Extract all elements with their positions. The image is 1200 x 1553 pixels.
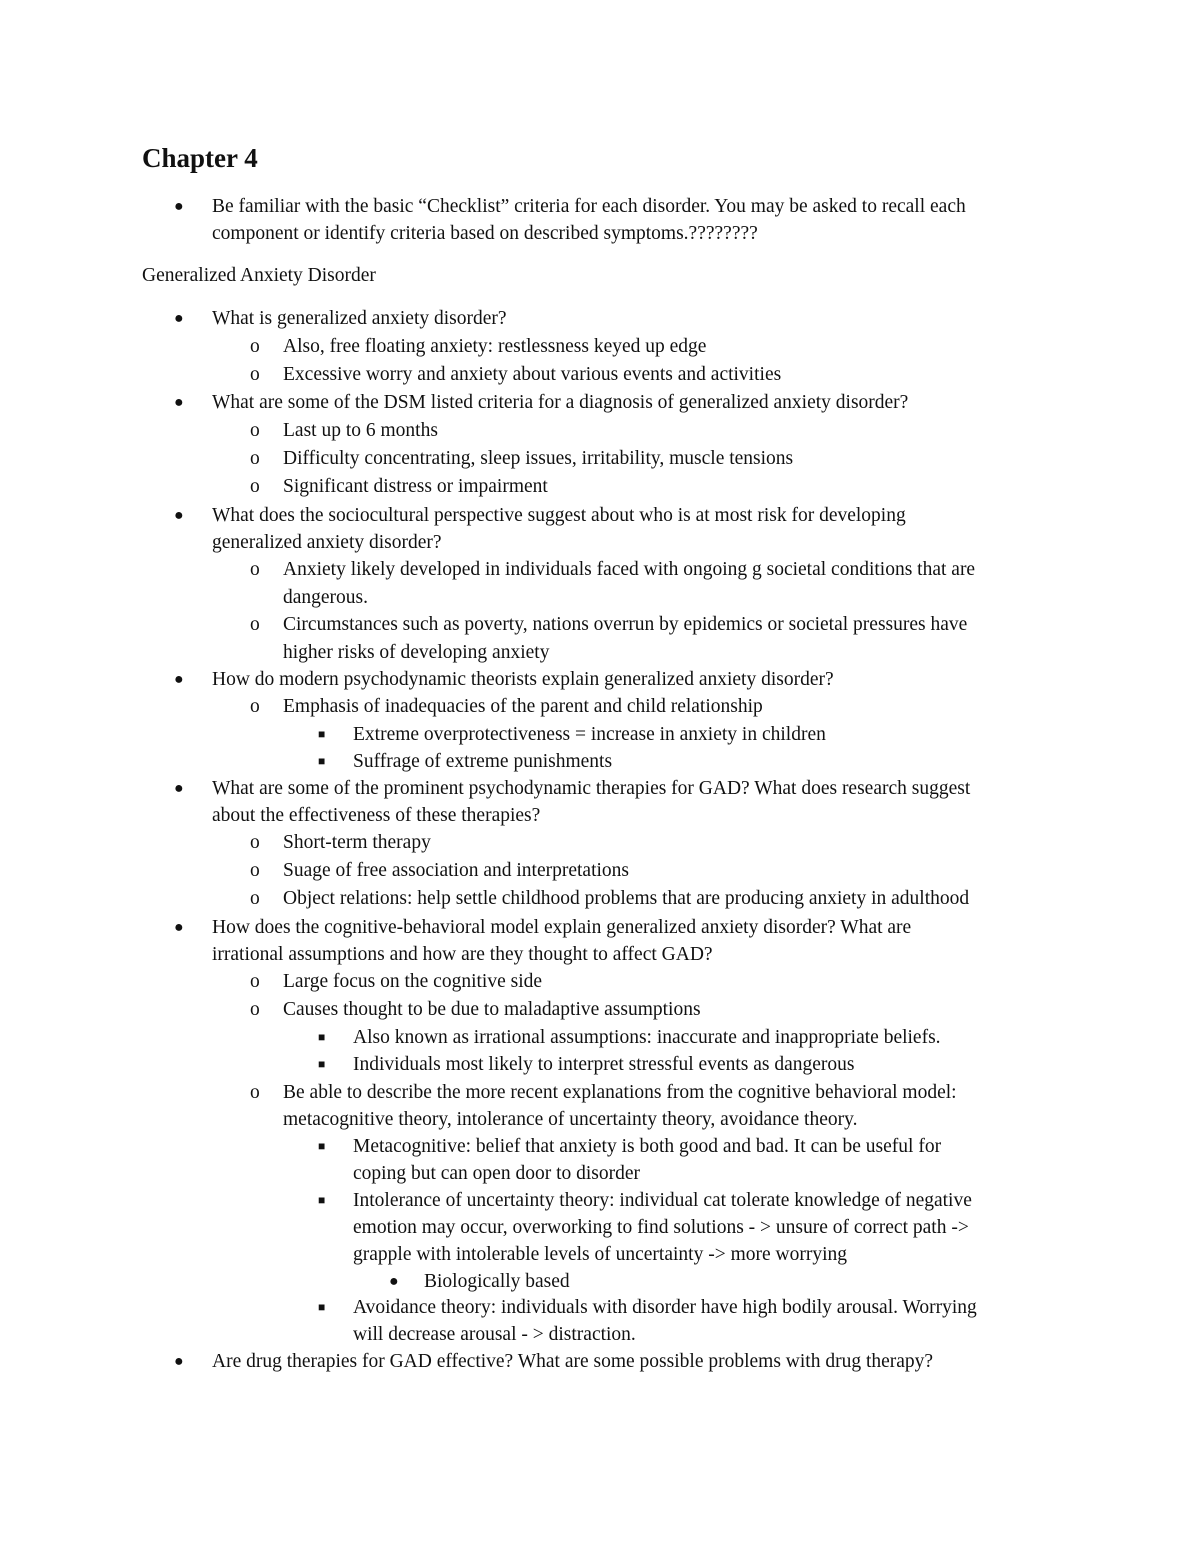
bullet-o-icon: o bbox=[250, 476, 260, 497]
bullet-square-icon: ■ bbox=[318, 754, 326, 768]
question-line: Are drug therapies for GAD effective? What are some possible problems with drug therapy? bbox=[212, 1351, 934, 1372]
bullet-o-icon: o bbox=[250, 999, 260, 1020]
section-title: Generalized Anxiety Disorder bbox=[142, 265, 376, 286]
question-line: What are some of the prominent psychodynamic therapies for GAD? What does research suggest bbox=[212, 778, 971, 799]
answer-line: Suffrage of extreme punishments bbox=[353, 751, 613, 772]
answer-line: Also known as irrational assumptions: inaccurate and inappropriate beliefs. bbox=[353, 1027, 941, 1048]
answer-line: Intolerance of uncertainty theory: individual cat tolerate knowledge of negative bbox=[353, 1190, 972, 1211]
bullet-o-icon: o bbox=[250, 832, 260, 853]
question-line: How do modern psychodynamic theorists explain generalized anxiety disorder? bbox=[212, 669, 834, 690]
answer-line: Excessive worry and anxiety about various events and activities bbox=[283, 364, 782, 385]
bullet-square-icon: ■ bbox=[318, 1139, 326, 1153]
answer-line: Difficulty concentrating, sleep issues, irritability, muscle tensions bbox=[283, 448, 794, 469]
answer-line: Biologically based bbox=[424, 1271, 570, 1292]
question-line: How does the cognitive-behavioral model explain generalized anxiety disorder? What are bbox=[212, 917, 912, 938]
answer-line: Large focus on the cognitive side bbox=[283, 971, 543, 992]
bullet-o-icon: o bbox=[250, 614, 260, 635]
answer-line: will decrease arousal - > distraction. bbox=[353, 1324, 636, 1345]
bullet-disc-icon: ● bbox=[174, 671, 184, 688]
answer-line: Anxiety likely developed in individuals faced with ongoing g societal conditions that are bbox=[283, 559, 976, 580]
answer-line: Object relations: help settle childhood problems that are producing anxiety in adulthood bbox=[283, 888, 970, 909]
bullet-o-icon: o bbox=[250, 364, 260, 385]
answer-line: metacognitive theory, intolerance of uncertainty theory, avoidance theory. bbox=[283, 1109, 858, 1130]
chapter-heading: Chapter 4 bbox=[142, 143, 258, 173]
question-line: What does the sociocultural perspective suggest about who is at most risk for developing bbox=[212, 505, 906, 526]
bullet-disc-icon: ● bbox=[174, 1353, 184, 1370]
bullet-o-icon: o bbox=[250, 696, 260, 717]
bullet-o-icon: o bbox=[250, 1082, 260, 1103]
answer-line: coping but can open door to disorder bbox=[353, 1163, 641, 1184]
bullet-square-icon: ■ bbox=[318, 1193, 326, 1207]
answer-line: grapple with intolerable levels of uncertainty -> more worrying bbox=[353, 1244, 848, 1265]
bullet-disc-icon: ● bbox=[174, 919, 184, 936]
answer-line: Extreme overprotectiveness = increase in anxiety in children bbox=[353, 724, 826, 745]
bullet-o-icon: o bbox=[250, 971, 260, 992]
bullet-square-icon: ■ bbox=[318, 727, 326, 741]
answer-line: emotion may occur, overworking to find solutions - > unsure of correct path -> bbox=[353, 1217, 969, 1238]
answer-line: Emphasis of inadequacies of the parent and child relationship bbox=[283, 696, 763, 717]
bullet-o-icon: o bbox=[250, 448, 260, 469]
answer-line: Causes thought to be due to maladaptive assumptions bbox=[283, 999, 701, 1020]
bullet-o-icon: o bbox=[250, 420, 260, 441]
question-line: What are some of the DSM listed criteria for a diagnosis of generalized anxiety disorder? bbox=[212, 392, 909, 413]
bullet-disc-icon: ● bbox=[174, 198, 184, 215]
answer-line: dangerous. bbox=[283, 587, 369, 608]
answer-line: higher risks of developing anxiety bbox=[283, 642, 550, 663]
answer-line: Also, free floating anxiety: restlessness keyed up edge bbox=[283, 336, 707, 357]
bullet-o-icon: o bbox=[250, 860, 260, 881]
question-line: generalized anxiety disorder? bbox=[212, 532, 442, 553]
bullet-disc-icon: ● bbox=[389, 1273, 399, 1290]
bullet-square-icon: ■ bbox=[318, 1300, 326, 1314]
bullet-square-icon: ■ bbox=[318, 1030, 326, 1044]
question-line: irrational assumptions and how are they thought to affect GAD? bbox=[212, 944, 713, 965]
answer-line: Significant distress or impairment bbox=[283, 476, 548, 497]
answer-line: Last up to 6 months bbox=[283, 420, 438, 441]
question-line: What is generalized anxiety disorder? bbox=[212, 308, 507, 329]
intro-line: component or identify criteria based on described symptoms.???????? bbox=[212, 223, 758, 244]
intro-line: Be familiar with the basic “Checklist” criteria for each disorder. You may be asked to recall each bbox=[212, 196, 966, 217]
bullet-disc-icon: ● bbox=[174, 780, 184, 797]
answer-line: Metacognitive: belief that anxiety is both good and bad. It can be useful for bbox=[353, 1136, 942, 1157]
answer-line: Be able to describe the more recent explanations from the cognitive behavioral model: bbox=[283, 1082, 957, 1103]
answer-line: Avoidance theory: individuals with disorder have high bodily arousal. Worrying bbox=[353, 1297, 977, 1318]
bullet-disc-icon: ● bbox=[174, 507, 184, 524]
bullet-disc-icon: ● bbox=[174, 310, 184, 327]
answer-line: Circumstances such as poverty, nations overrun by epidemics or societal pressures have bbox=[283, 614, 968, 635]
bullet-o-icon: o bbox=[250, 559, 260, 580]
answer-line: Individuals most likely to interpret stressful events as dangerous bbox=[353, 1054, 855, 1075]
bullet-o-icon: o bbox=[250, 888, 260, 909]
bullet-square-icon: ■ bbox=[318, 1057, 326, 1071]
bullet-o-icon: o bbox=[250, 336, 260, 357]
answer-line: Short-term therapy bbox=[283, 832, 431, 853]
question-line: about the effectiveness of these therapies? bbox=[212, 805, 541, 826]
bullet-disc-icon: ● bbox=[174, 394, 184, 411]
answer-line: Suage of free association and interpretations bbox=[283, 860, 630, 881]
